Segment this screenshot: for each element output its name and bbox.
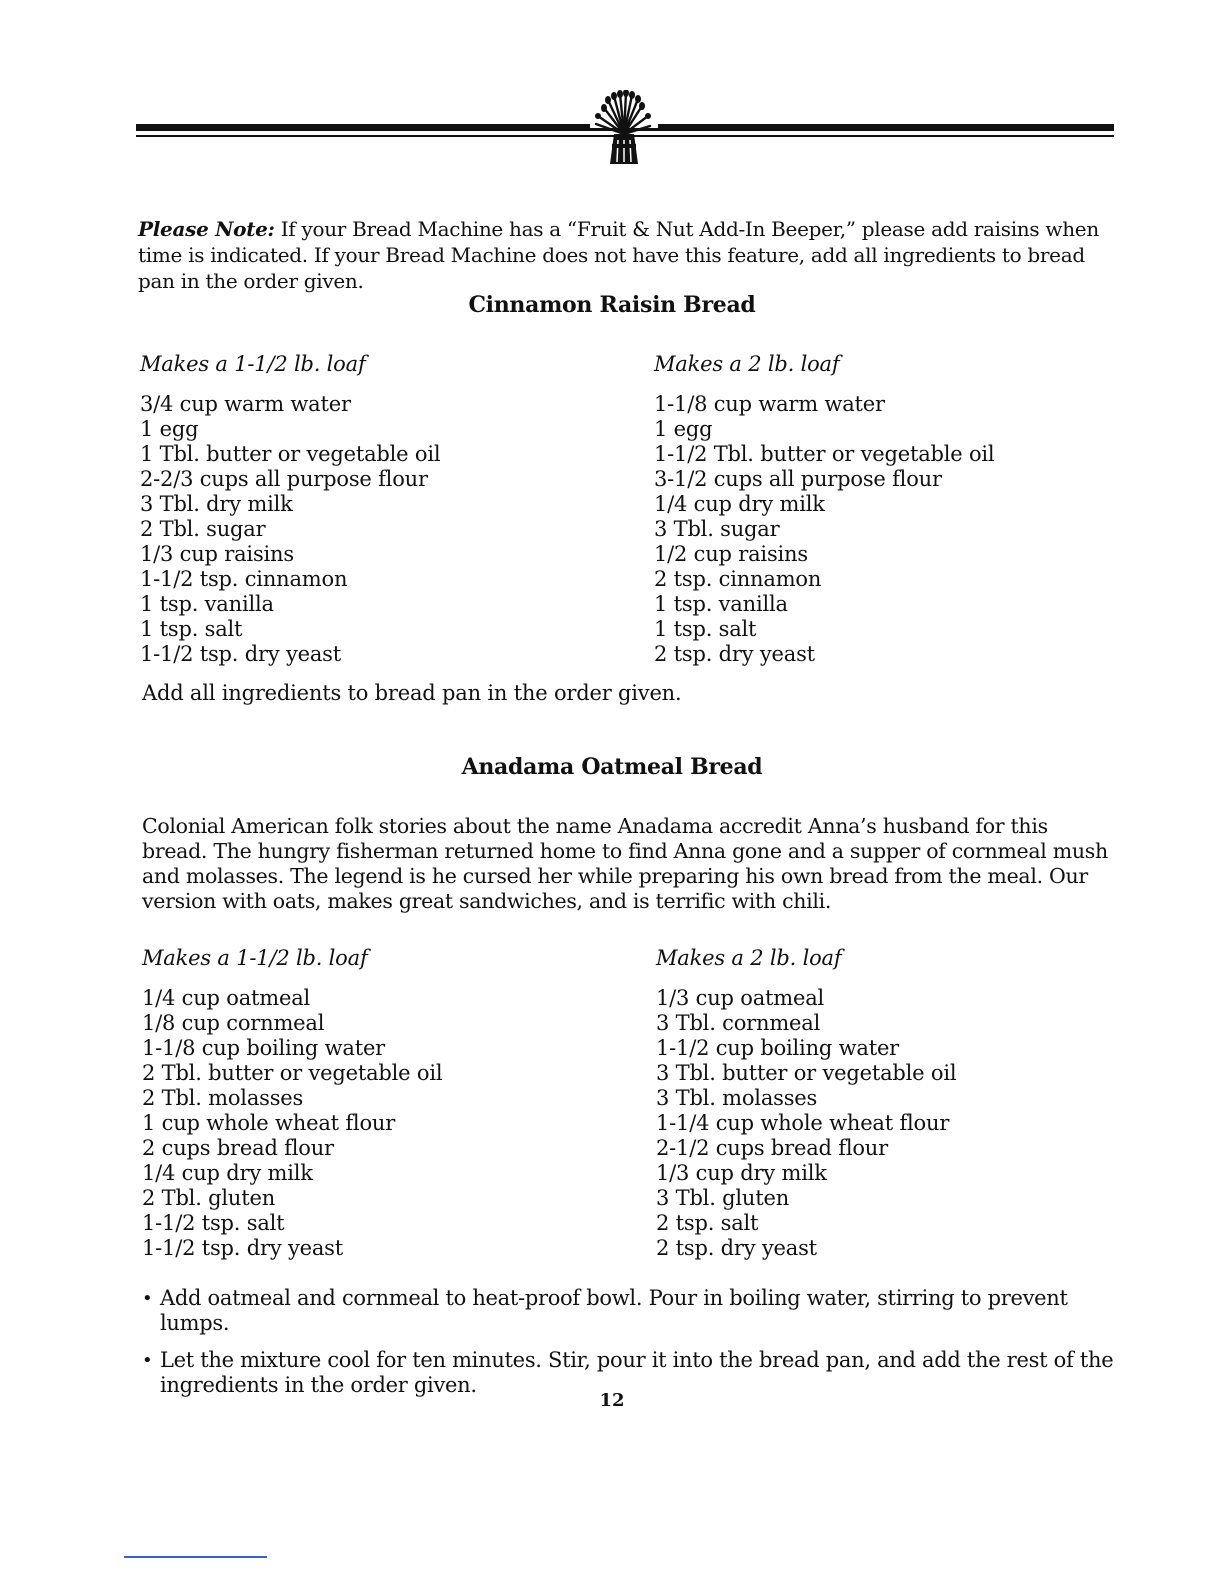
ingredient: 3-1/2 cups all purpose flour [654, 467, 942, 491]
ingredient: 1-1/2 tsp. salt [142, 1211, 285, 1235]
ingredient: 2 tsp. dry yeast [654, 642, 815, 666]
ingredient: 1-1/8 cup boiling water [142, 1036, 386, 1060]
ingredient: 1 tsp. vanilla [654, 592, 788, 616]
recipe2-small-loaf-column [142, 944, 442, 1261]
ingredient: 1 cup whole wheat flour [142, 1111, 396, 1135]
ingredient: 1-1/2 tsp. dry yeast [140, 642, 341, 666]
ingredient: 1-1/2 Tbl. butter or vegetable oil [654, 442, 995, 466]
recipe2-large-yield: Makes a 2 lb. loaf [656, 946, 842, 970]
ingredient: 2 tsp. dry yeast [656, 1236, 817, 1260]
bullet-icon: • [142, 1350, 153, 1371]
ingredient: 3 Tbl. molasses [656, 1086, 818, 1110]
ingredient: 1 egg [654, 417, 713, 441]
recipe1-small-loaf-column [140, 350, 440, 667]
ingredient: 3 Tbl. dry milk [140, 492, 293, 516]
please-note-text: If your Bread Machine has a “Fruit & Nut Add-In Beeper,” please add raisins when time is indicated. If your Bread Machine does not have this feature, add all ingredients to bread pan in the order given. [138, 217, 1099, 293]
ingredient: 1-1/2 tsp. dry yeast [142, 1236, 343, 1260]
ingredient: 3 Tbl. gluten [656, 1186, 790, 1210]
ingredient: 1-1/2 cup boiling water [656, 1036, 900, 1060]
ingredient: 3 Tbl. butter or vegetable oil [656, 1061, 957, 1085]
ingredient: 1-1/4 cup whole wheat flour [656, 1111, 950, 1135]
ingredient: 3 Tbl. cornmeal [656, 1011, 821, 1035]
recipe2-large-ingredient-list [656, 986, 956, 1261]
ingredient: 1/8 cup cornmeal [142, 1011, 325, 1035]
ingredient: 1/2 cup raisins [654, 542, 808, 566]
ingredient: 1/3 cup oatmeal [656, 986, 825, 1010]
ingredient: 1 tsp. salt [654, 617, 757, 641]
recipe1-small-yield: Makes a 1-1/2 lb. loaf [140, 352, 366, 376]
step-item [142, 1286, 1127, 1336]
ingredient: 1/4 cup oatmeal [142, 986, 311, 1010]
ingredient: 2 tsp. salt [656, 1211, 759, 1235]
ingredient: 1/4 cup dry milk [142, 1161, 313, 1185]
ingredient: 2 Tbl. molasses [142, 1086, 304, 1110]
ingredient: 1-1/2 tsp. cinnamon [140, 567, 348, 591]
ingredient: 2 Tbl. gluten [142, 1186, 276, 1210]
recipe-title-cinnamon-raisin: Cinnamon Raisin Bread [468, 292, 756, 318]
wheat-sheaf-icon [584, 90, 664, 170]
ingredient: 1/4 cup dry milk [654, 492, 825, 516]
ingredient: 1 tsp. salt [140, 617, 243, 641]
recipe1-large-ingredient-list [654, 392, 994, 667]
step-text: Let the mixture cool for ten minutes. Stir, pour it into the bread pan, and add the rest of the ingredients in the order given. [160, 1348, 1114, 1397]
recipe2-large-loaf-column [656, 944, 956, 1261]
step-text: Add oatmeal and cornmeal to heat-proof bowl. Pour in boiling water, stirring to prevent lumps. [160, 1286, 1068, 1335]
ingredient: 1 Tbl. butter or vegetable oil [140, 442, 441, 466]
page-number: 12 [599, 1390, 625, 1411]
ingredient: 3 Tbl. sugar [654, 517, 780, 541]
recipe2-small-ingredient-list [142, 986, 442, 1261]
recipe2-intro-paragraph: Colonial American folk stories about the name Anadama accredit Anna’s husband for this bread. The hungry fisherman returned home to find Anna gone and a supper of cornmeal mush and molasses. The legend is he cursed her while preparing his own bread from the meal. Our version with oats, makes great sandwiches, and is terrific with chili. [142, 814, 1108, 913]
ingredient: 1/3 cup dry milk [656, 1161, 827, 1185]
recipe2-small-yield: Makes a 1-1/2 lb. loaf [142, 946, 368, 970]
ingredient: 3/4 cup warm water [140, 392, 351, 416]
ingredient: 1-1/8 cup warm water [654, 392, 885, 416]
ingredient: 1 tsp. vanilla [140, 592, 274, 616]
recipe1-large-yield: Makes a 2 lb. loaf [654, 352, 840, 376]
recipe1-direction: Add all ingredients to bread pan in the order given. [142, 681, 682, 705]
ingredient: 2 Tbl. butter or vegetable oil [142, 1061, 443, 1085]
ingredient: 2 Tbl. sugar [140, 517, 266, 541]
ingredient: 2-1/2 cups bread flour [656, 1136, 888, 1160]
ingredient: 1/3 cup raisins [140, 542, 294, 566]
recipe1-small-ingredient-list [140, 392, 440, 667]
bullet-icon: • [142, 1288, 153, 1309]
recipe-title-anadama-oatmeal: Anadama Oatmeal Bread [461, 754, 763, 780]
ingredient: 2 tsp. cinnamon [654, 567, 822, 591]
please-note-label: Please Note: [138, 217, 275, 241]
recipe1-large-loaf-column [654, 350, 994, 667]
ingredient: 1 egg [140, 417, 199, 441]
ingredient: 2 cups bread flour [142, 1136, 334, 1160]
please-note-paragraph [138, 216, 1118, 294]
ingredient: 2-2/3 cups all purpose flour [140, 467, 428, 491]
scan-artifact-line [124, 1556, 267, 1558]
